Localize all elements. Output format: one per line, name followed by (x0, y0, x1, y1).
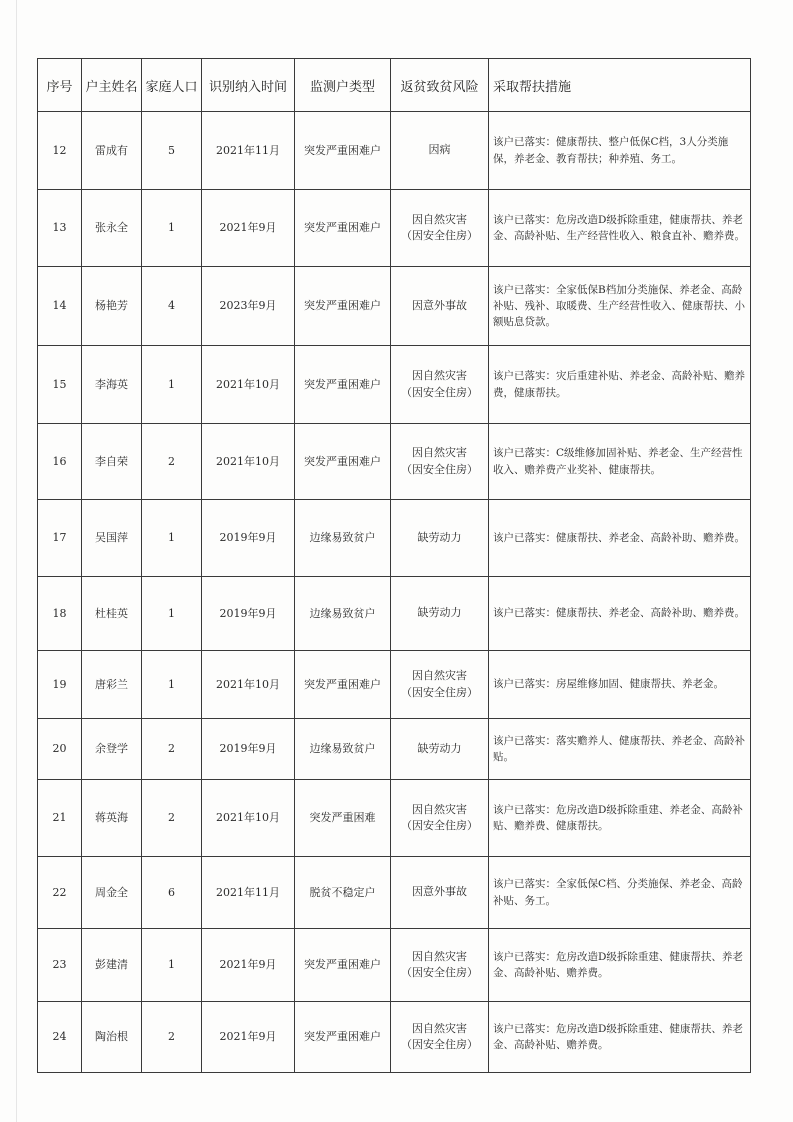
risk-line: （因安全住房） (401, 385, 478, 399)
cell-index: 18 (38, 577, 82, 651)
cell-name: 陶治根 (82, 1002, 142, 1073)
cell-index: 20 (38, 719, 82, 780)
cell-risk (391, 112, 489, 190)
cell-family-size: 5 (142, 112, 202, 190)
risk-line: （因安全住房） (401, 819, 478, 832)
cell-risk (391, 577, 489, 651)
cell-name: 李自荣 (82, 424, 142, 500)
risk-line: 因意外事故 (412, 298, 467, 312)
risk-line: 缺劳动力 (417, 741, 462, 755)
cell-family-size: 2 (142, 780, 202, 857)
cell-date: 2021年11月 (202, 857, 295, 929)
header-householder-name: 户主姓名 (82, 59, 142, 112)
cell-name: 唐彩兰 (82, 651, 142, 719)
cell-risk (391, 500, 489, 577)
cell-name: 李海英 (82, 346, 142, 424)
cell-family-size: 2 (142, 719, 202, 780)
risk-line: 缺劳动力 (417, 606, 462, 620)
cell-family-size: 1 (142, 500, 202, 577)
cell-name: 彭建清 (82, 929, 142, 1002)
cell-date: 2019年9月 (202, 500, 295, 577)
risk-line: （因安全住房） (401, 462, 478, 476)
cell-name: 杜桂英 (82, 577, 142, 651)
cell-family-size: 1 (142, 190, 202, 267)
header-identified-date: 识别纳入时间 (202, 59, 295, 112)
cell-index: 19 (38, 651, 82, 719)
cell-risk (391, 1002, 489, 1073)
cell-date: 2021年9月 (202, 1002, 295, 1073)
cell-family-size: 1 (142, 651, 202, 719)
cell-date: 2021年11月 (202, 112, 295, 190)
risk-line: 因自然灾害 (412, 212, 467, 226)
table-row (38, 267, 751, 346)
cell-family-size: 4 (142, 267, 202, 346)
cell-measures: 该户已落实：落实赡养人、健康帮扶、养老金、高龄补贴。 (489, 719, 751, 780)
cell-measures: 该户已落实：健康帮扶、养老金、高龄补助、赡养费。 (489, 577, 751, 651)
risk-line: 因自然灾害 (412, 669, 467, 682)
cell-family-size: 1 (142, 929, 202, 1002)
cell-measures: 该户已落实：灾后重建补贴、养老金、高龄补贴、赡养费，健康帮扶。 (489, 346, 751, 424)
monitoring-household-table (37, 58, 751, 1073)
cell-type: 突发严重困难户 (295, 424, 391, 500)
cell-date: 2021年10月 (202, 780, 295, 857)
cell-name: 雷成有 (82, 112, 142, 190)
cell-date: 2021年10月 (202, 346, 295, 424)
risk-line: 因自然灾害 (412, 446, 467, 459)
table-row (38, 190, 751, 267)
cell-measures: 该户已落实：健康帮扶、整户低保C档，3人分类施保，养老金、教育帮扶；种养殖、务工。 (489, 112, 751, 190)
risk-line: 因病 (428, 143, 451, 157)
cell-type: 突发严重困难户 (295, 1002, 391, 1073)
scan-edge (16, 0, 17, 1122)
cell-risk (391, 857, 489, 929)
cell-risk (391, 719, 489, 780)
table-row (38, 651, 751, 719)
cell-date: 2021年10月 (202, 424, 295, 500)
cell-measures: 该户已落实：危房改造D级拆除重建、养老金、高龄补贴、赡养费、健康帮扶。 (489, 780, 751, 857)
cell-name: 余登学 (82, 719, 142, 780)
cell-measures: 该户已落实：危房改造D级拆除重建、健康帮扶、养老金、高龄补贴、赡养费。 (489, 1002, 751, 1073)
cell-family-size: 6 (142, 857, 202, 929)
cell-type: 突发严重困难 (295, 780, 391, 857)
cell-name: 杨艳芳 (82, 267, 142, 346)
cell-type: 突发严重困难户 (295, 267, 391, 346)
header-monitor-type: 监测户类型 (295, 59, 391, 112)
table-row (38, 346, 751, 424)
risk-line: 因自然灾害 (412, 949, 467, 963)
cell-index: 16 (38, 424, 82, 500)
cell-index: 13 (38, 190, 82, 267)
table-row (38, 780, 751, 857)
cell-date: 2021年10月 (202, 651, 295, 719)
risk-line: 因自然灾害 (412, 802, 467, 816)
cell-type: 边缘易致贫户 (295, 577, 391, 651)
header-assistance-measures: 采取帮扶措施 (489, 59, 751, 112)
risk-line: 因自然灾害 (412, 369, 467, 382)
table-row (38, 1002, 751, 1073)
table-row (38, 719, 751, 780)
cell-risk (391, 780, 489, 857)
cell-measures: 该户已落实：健康帮扶、养老金、高龄补助、赡养费。 (489, 500, 751, 577)
cell-family-size: 2 (142, 1002, 202, 1073)
cell-name: 蒋英海 (82, 780, 142, 857)
header-poverty-risk: 返贫致贫风险 (391, 59, 489, 112)
cell-date: 2021年9月 (202, 929, 295, 1002)
cell-type: 突发严重困难户 (295, 651, 391, 719)
cell-risk (391, 651, 489, 719)
cell-name: 周金全 (82, 857, 142, 929)
cell-date: 2019年9月 (202, 577, 295, 651)
cell-date: 2021年9月 (202, 190, 295, 267)
cell-type: 突发严重困难户 (295, 346, 391, 424)
cell-name: 吴国萍 (82, 500, 142, 577)
cell-risk (391, 346, 489, 424)
cell-index: 24 (38, 1002, 82, 1073)
cell-family-size: 1 (142, 577, 202, 651)
cell-measures: 该户已落实：全家低保B档加分类施保、养老金、高龄补贴、残补、取暖费、生产经营性收入、健康帮扶、小额贴息贷款。 (489, 267, 751, 346)
cell-type: 突发严重困难户 (295, 190, 391, 267)
cell-measures: 该户已落实：C级维修加固补贴、养老金、生产经营性收入、赡养费产业奖补、健康帮扶。 (489, 424, 751, 500)
cell-type: 突发严重困难户 (295, 112, 391, 190)
cell-index: 22 (38, 857, 82, 929)
cell-type: 脱贫不稳定户 (295, 857, 391, 929)
table-row (38, 424, 751, 500)
table-row (38, 929, 751, 1002)
cell-type: 突发严重困难户 (295, 929, 391, 1002)
cell-index: 21 (38, 780, 82, 857)
cell-type: 边缘易致贫户 (295, 500, 391, 577)
cell-risk (391, 929, 489, 1002)
cell-index: 15 (38, 346, 82, 424)
cell-measures: 该户已落实：危房改造D级拆除重建，健康帮扶、养老金、高龄补贴、生产经营性收入、粮食直补、赡养费。 (489, 190, 751, 267)
table-row (38, 500, 751, 577)
risk-line: 因意外事故 (412, 885, 467, 899)
risk-line: （因安全住房） (401, 966, 478, 979)
header-index: 序号 (38, 59, 82, 112)
cell-index: 14 (38, 267, 82, 346)
risk-line: 缺劳动力 (417, 530, 462, 544)
risk-line: 因自然灾害 (412, 1021, 467, 1035)
table-row (38, 112, 751, 190)
table-row (38, 577, 751, 651)
cell-measures: 该户已落实：房屋维修加固、健康帮扶、养老金。 (489, 651, 751, 719)
header-family-size: 家庭人口 (142, 59, 202, 112)
cell-family-size: 2 (142, 424, 202, 500)
cell-date: 2019年9月 (202, 719, 295, 780)
cell-type: 边缘易致贫户 (295, 719, 391, 780)
table-row (38, 857, 751, 929)
cell-family-size: 1 (142, 346, 202, 424)
cell-index: 17 (38, 500, 82, 577)
cell-index: 12 (38, 112, 82, 190)
cell-measures: 该户已落实：全家低保C档、分类施保、养老金、高龄补贴、务工。 (489, 857, 751, 929)
risk-line: （因安全住房） (401, 685, 478, 699)
cell-name: 张永全 (82, 190, 142, 267)
risk-line: （因安全住房） (401, 229, 478, 242)
cell-measures: 该户已落实：危房改造D级拆除重建、健康帮扶、养老金、高龄补贴、赡养费。 (489, 929, 751, 1002)
cell-index: 23 (38, 929, 82, 1002)
table-header-row (38, 59, 751, 112)
cell-risk (391, 267, 489, 346)
cell-date: 2023年9月 (202, 267, 295, 346)
cell-risk (391, 190, 489, 267)
cell-risk (391, 424, 489, 500)
risk-line: （因安全住房） (401, 1038, 478, 1051)
